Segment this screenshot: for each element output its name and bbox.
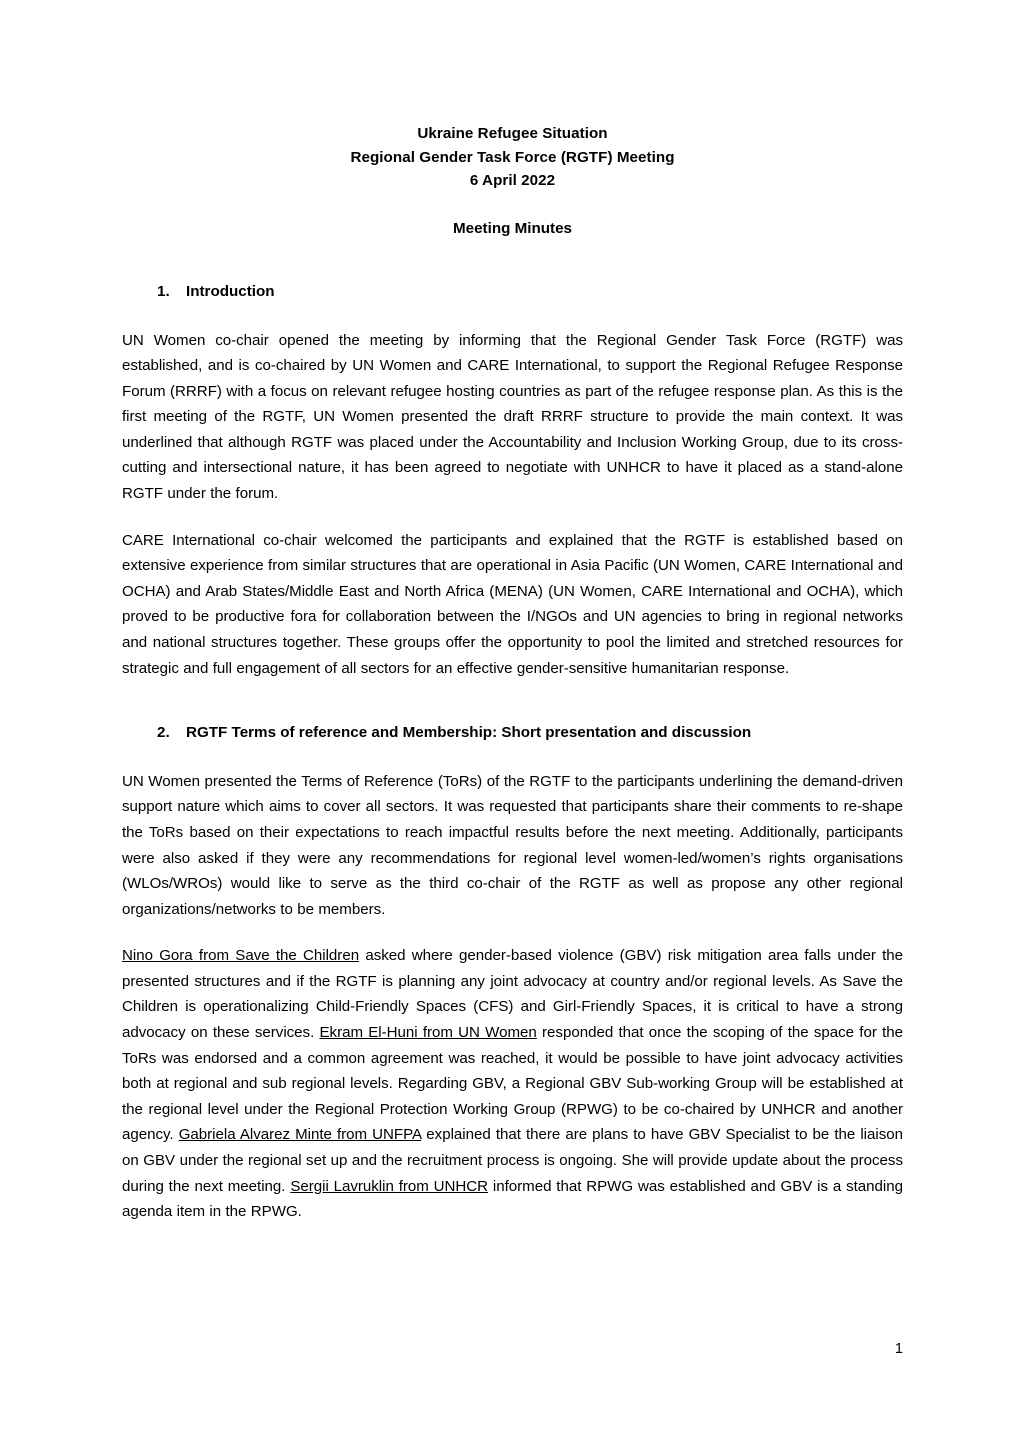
- speaker-name-0: Nino Gora from Save the Children: [122, 947, 360, 965]
- paragraph-text-run-5: explained that there are plans to have GBV Specialist to be the liaison on GBV under the regional set up and the recruitment process is ongoing. She will provide update about the process during the next meeting.: [122, 1126, 903, 1195]
- paragraph-text-run-3: responded that once the scoping of the space for the ToRs was endorsed and a common agreement was reached, it would be possible to have joint advocacy activities both at regional and sub regional levels. Regarding GBV, a Regional GBV Sub-working Group will be established at the regional level under the Regional Protection Working Group (RPWG) to be co-chaired by UNHCR and another agency.: [122, 1024, 903, 1144]
- section-title-1: Introduction: [186, 283, 275, 300]
- section-heading-tor-membership: [122, 721, 903, 745]
- paragraph-text-run-1: asked where gender-based violence (GBV) risk mitigation area falls under the presented structures and if the RGTF is planning any joint advocacy at country and/or regional levels. As Save the Children is operationalizing Child-Friendly Spaces (CFS) and Girl-Friendly Spaces, it is critical to have a strong advocacy on these services.: [122, 947, 904, 1042]
- speaker-name-4: Gabriela Alvarez Minte from UNFPA: [178, 1126, 422, 1144]
- paragraph-intro-1: UN Women co-chair opened the meeting by informing that the Regional Gender Task Force (RGTF) was established, and is co-chaired by UN Women and CARE International, to support the Regional Refugee Response Forum (RRRF) with a focus on relevant refugee hosting countries as part of the refugee response plan. As this is the first meeting of the RGTF, UN Women presented the draft RRRF structure to provide the main context. It was underlined that although RGTF was placed under the Accountability and Inclusion Working Group, due to its cross-cutting and intersectional nature, it has been agreed to negotiate with UNHCR to have it placed as a stand-alone RGTF under the forum.: [122, 331, 903, 503]
- document-content: [122, 0, 903, 1225]
- paragraph-intro-2: CARE International co-chair welcomed the participants and explained that the RGTF is established based on extensive experience from similar structures that are operational in Asia Pacific (UN Women, CARE International and OCHA) and Arab States/Middle East and North Africa (MENA) (UN Women, CARE International and OCHA), which proved to be productive fora for collaboration between the I/NGOs and UN agencies to bring in regional networks and national structures together. These groups offer the opportunity to pool the limited and stretched resources for strategic and full engagement of all sectors for an effective gender-sensitive humanitarian response.: [122, 531, 903, 677]
- section-heading-introduction: [122, 280, 903, 304]
- document-title: [122, 0, 903, 193]
- speaker-name-2: Ekram El-Huni from UN Women: [319, 1024, 537, 1042]
- page-number: 1: [894, 1341, 903, 1357]
- paragraph-text-run-7: informed that RPWG was established and GBV is a standing agenda item in the RPWG.: [122, 1177, 903, 1221]
- section-title-2: RGTF Terms of reference and Membership: Short presentation and discussion: [186, 724, 752, 742]
- title-line-3: 6 April 2022: [469, 172, 556, 189]
- section-number-2: 2.: [157, 724, 170, 742]
- paragraph-tor-1: UN Women presented the Terms of Reference (ToRs) of the RGTF to the participants underlining the demand-driven support nature which aims to cover all sectors. It was requested that participants share their comments to re-shape the ToRs based on their expectations to reach impactful results before the next meeting. Additionally, participants were also asked if they were any recommendations for regional level women-led/women’s rights organisations (WLOs/WROs) would like to serve as the third co-chair of the RGTF as well as propose any other regional organizations/networks to be members.: [122, 772, 903, 918]
- title-line-2: Regional Gender Task Force (RGTF) Meeting: [350, 148, 675, 166]
- speaker-name-6: Sergii Lavruklin from UNHCR: [290, 1177, 489, 1195]
- paragraph-discussion: [122, 943, 903, 1225]
- title-line-1: Ukraine Refugee Situation: [417, 125, 608, 142]
- document-subtitle: Meeting Minutes: [453, 219, 572, 237]
- section-number-1: 1.: [157, 283, 170, 300]
